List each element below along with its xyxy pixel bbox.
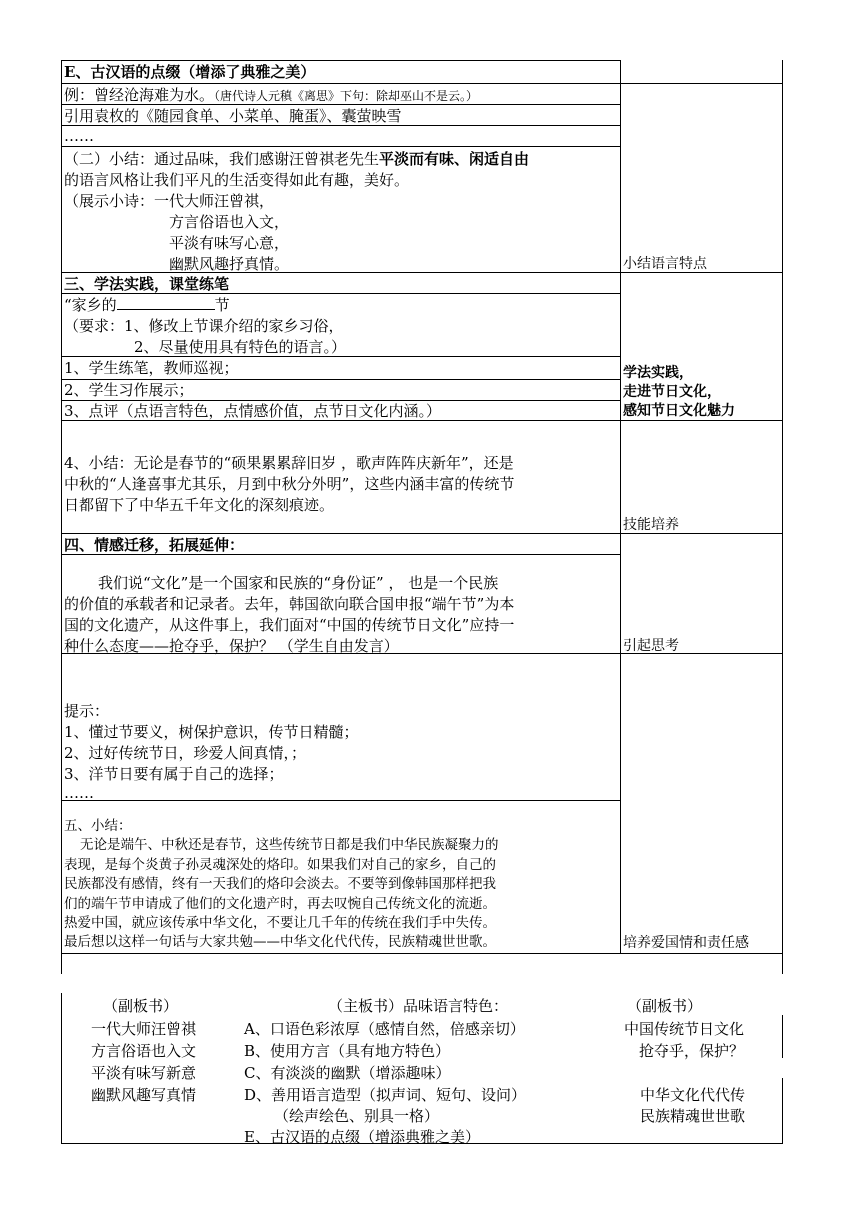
tip-item: 1、懂过节要义，树保护意识，传节日精髓； bbox=[64, 723, 359, 741]
section3-title: 三、学法实践，课堂练笔 bbox=[64, 275, 230, 293]
section4-title: 四、情感迁移，拓展延伸： bbox=[64, 536, 245, 554]
summary4-line: 4、小结：无论是春节的“硕果累累辞旧岁 ，歌声阵阵庆新年”，还是 bbox=[64, 454, 514, 472]
main-board-line: A、口语色彩浓厚（感情自然，倍感亲切） bbox=[244, 1020, 525, 1038]
main-board-line: （绘声绘色、别具一格） bbox=[274, 1107, 440, 1125]
poem-line: 方言俗语也入文， bbox=[169, 213, 290, 231]
side-note-patriotism: 培养爱国情和责任感 bbox=[623, 935, 749, 951]
tips-heading: 提示： bbox=[64, 702, 110, 720]
citation-line: 引用袁枚的《随园食单、小菜单、腌蛋》、囊萤映雪 bbox=[64, 107, 402, 125]
right-board-line: 中华文化代代传 bbox=[640, 1086, 746, 1104]
poem-intro: （展示小诗：一代大师汪曾祺， bbox=[64, 192, 275, 210]
poem-line: 平淡有味写心意， bbox=[169, 234, 290, 252]
side-note-practice: 走进节日文化， bbox=[623, 384, 721, 400]
step-item: 3、点评（点语言特色，点情感价值，点节日文化内涵。） bbox=[64, 402, 442, 420]
section4-line: 我们说“文化”是一个国家和民族的“身份证” ， 也是一个民族 bbox=[98, 574, 499, 592]
left-board-line: 一代大师汪曾祺 bbox=[91, 1020, 197, 1038]
section4-line: 种什么态度——抢夺乎，保护？ （学生自由发言） bbox=[64, 637, 399, 655]
summary5-heading: 五、小结： bbox=[64, 818, 132, 834]
requirement-2: 2、尽量使用具有特色的语言。） bbox=[134, 338, 347, 356]
example-text: 例：曾经沧海难为水。 bbox=[64, 86, 215, 104]
tip-ellipsis: …… bbox=[64, 784, 94, 802]
writing-prompt bbox=[64, 295, 230, 315]
summary5-line: 最后想以这样一句话与大家共勉——中华文化代代传，民族精魂世世歌。 bbox=[64, 934, 496, 950]
summary5-line: 表现，是每个炎黄子孙灵魂深处的烙印。如果我们对自己的家乡，自己的 bbox=[64, 857, 496, 873]
right-board-title: （副板书） bbox=[627, 997, 703, 1015]
section4-line: 国的文化遗产，从这件事上，我们面对“中国的传统节日文化”应持一 bbox=[64, 616, 515, 634]
tip-item: 3、洋节日要有属于自己的选择； bbox=[64, 765, 284, 783]
prompt-blank bbox=[117, 295, 215, 310]
prompt-left: “家乡的 bbox=[64, 296, 117, 314]
summary5-line: 热爱中国，就应该传承中华文化，不要让几千年的传统在我们手中失传。 bbox=[64, 915, 496, 931]
left-board-line: 方言俗语也入文 bbox=[91, 1042, 197, 1060]
side-note-language: 小结语言特点 bbox=[623, 256, 707, 272]
right-board-line: 民族精魂世世歌 bbox=[640, 1107, 746, 1125]
summary2-line2: 的语言风格让我们平凡的生活变得如此有趣，美好。 bbox=[64, 171, 410, 189]
ellipsis: …… bbox=[64, 127, 94, 145]
main-board-line: D、善用语言造型（拟声词、短句、设问） bbox=[244, 1086, 527, 1104]
right-board-line: 中国传统节日文化 bbox=[624, 1020, 745, 1038]
step-item: 1、学生练笔，教师巡视； bbox=[64, 359, 239, 377]
example-line bbox=[64, 85, 478, 106]
summary4-line: 日都留下了中华五千年文化的深刻痕迹。 bbox=[64, 496, 335, 514]
poem-line: 幽默风趣抒真情。 bbox=[169, 255, 290, 273]
requirement-1: （要求：1、修改上节课介绍的家乡习俗， bbox=[64, 317, 344, 335]
summary2-text: （二）小结：通过品味，我们感谢汪曾祺老先生 bbox=[64, 150, 380, 168]
prompt-right: 节 bbox=[214, 296, 230, 314]
side-note-think: 引起思考 bbox=[623, 638, 679, 654]
summary5-line: 们的端午节申请成了他们的文化遗产时，再去叹惋自己传统文化的流逝。 bbox=[64, 896, 496, 912]
side-note-practice: 学法实践， bbox=[623, 365, 693, 381]
main-board-title: （主板书）品味语言特色： bbox=[328, 997, 509, 1015]
left-board-line: 平淡有味写新意 bbox=[91, 1064, 197, 1082]
section-e-title: E、古汉语的点缀（增添了典雅之美） bbox=[64, 63, 316, 81]
summary5-line: 无论是端午、中秋还是春节，这些传统节日都是我们中华民族凝聚力的 bbox=[80, 837, 499, 853]
summary2-line1 bbox=[64, 149, 529, 169]
example-note: （唐代诗人元稹《离思》下句：除却巫山不是云。） bbox=[214, 89, 479, 103]
summary2-bold: 平淡而有味、闲适自由 bbox=[379, 150, 530, 168]
step-item: 2、学生习作展示； bbox=[64, 381, 194, 399]
summary4-line: 中秋的“人逢喜事尤其乐，月到中秋分外明”，这些内涵丰富的传统节 bbox=[64, 475, 515, 493]
summary5-line: 民族都没有感情，终有一天我们的烙印会淡去。不要等到像韩国那样把我 bbox=[64, 876, 496, 892]
tip-item: 2、过好传统节日，珍爱人间真情，； bbox=[64, 744, 307, 762]
side-note-skill: 技能培养 bbox=[623, 517, 679, 533]
main-board-line: C、有淡淡的幽默（增添趣味） bbox=[244, 1064, 451, 1082]
main-board-line: B、使用方言（具有地方特色） bbox=[244, 1042, 451, 1060]
left-board-line: 幽默风趣写真情 bbox=[91, 1086, 197, 1104]
side-note-practice: 感知节日文化魅力 bbox=[623, 403, 735, 419]
left-board-title: （副板书） bbox=[103, 997, 179, 1015]
section4-line: 的价值的承载者和记录者。去年，韩国欲向联合国申报“端午节”为本 bbox=[64, 595, 515, 613]
main-board-line: E、古汉语的点缀（增添典雅之美） bbox=[244, 1128, 480, 1146]
right-board-line: 抢夺乎，保护？ bbox=[639, 1042, 745, 1060]
